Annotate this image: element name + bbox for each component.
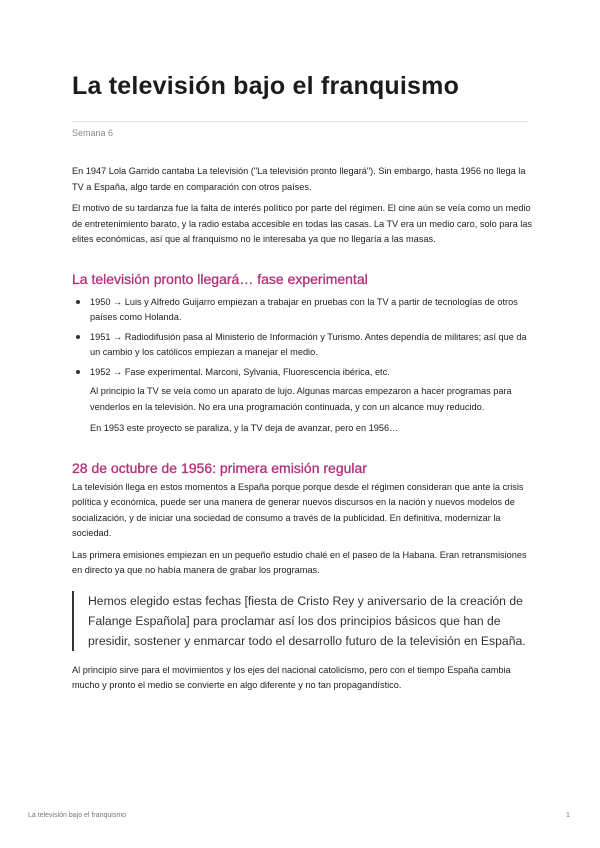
list-item-text: 1952 → Fase experimental. Marconi, Sylvania, Fluorescencia ibérica, etc. — [90, 366, 390, 377]
sub-paragraph: Al principio la TV se veía como un aparato de lujo. Algunas marcas empezaron a hacer programas para venderlos en la televisión. No era una programación continuada, y con un alcance muy reducido. — [90, 386, 512, 412]
list-item-text: 1950 → Luis y Alfredo Guijarro empiezan a trabajar en pruebas con la TV a partir de tecnologías de otros países como Holanda. — [90, 296, 518, 322]
list-sub-content — [72, 384, 534, 437]
bullet-icon — [76, 335, 80, 339]
list-item — [72, 295, 534, 326]
timeline-list — [72, 295, 534, 381]
list-item — [72, 365, 534, 381]
section-heading-first-broadcast: 28 de octubre de 1956: primera emisión regular — [72, 459, 367, 476]
document-body — [72, 164, 534, 700]
page-title: La televisión bajo el franquismo — [72, 72, 460, 100]
body-paragraph: Las primera emisiones empiezan en un pequeño estudio chalé en el paseo de la Habana. Eran retransmisiones en directo ya que no había manera de grabar los programas. — [72, 549, 527, 575]
quote-text: Hemos elegido estas fechas [fiesta de Cristo Rey y aniversario de la creación de Falange Española] para proclamar así los dos principios básicos que han de presidir, sostener y enmarcar todo el desarrollo futuro de la televisión en España. — [88, 593, 526, 648]
page-meta: Semana 6 — [72, 128, 114, 138]
intro-paragraph: En 1947 Lola Garrido cantaba La televisión ("La televisión pronto llegará"). Sin embargo, hasta 1956 no llega la TV a España, algo tarde en comparación con otros países. — [72, 166, 526, 192]
page-number: 1 — [566, 812, 570, 819]
footer-title: La televisión bajo el franquismo — [28, 812, 127, 819]
intro-paragraph: El motivo de su tardanza fue la falta de interés político por parte del régimen. El cine aún se veía como un medio de entretenimiento barato, y la radio estaba accesible en todas las casas. La TV era un medio caro, solo para las elites económicas, así que al franquismo no le interesaba ya que no llegaría a las masas. — [72, 203, 532, 244]
closing-paragraph: Al principio sirve para el movimientos y los ejes del nacional catolicismo, pero con el tiempo España cambia mucho y pronto el medio se convierte en algo diferente y no tan propagandístico. — [72, 664, 511, 690]
list-item-text: 1951 → Radiodifusión pasa al Ministerio de Información y Turismo. Antes dependía de militares; así que da un cambio y los católicos empiezan a manejar el medio. — [90, 331, 527, 357]
title-divider — [72, 121, 528, 122]
section-heading-experimental: La televisión pronto llegará… fase experimental — [72, 270, 368, 287]
bullet-icon — [76, 300, 80, 304]
list-item — [72, 330, 534, 361]
body-paragraph: La televisión llega en estos momentos a España porque porque desde el régimen consideran que ante la crisis política y económica, puede ser una manera de generar nuevos discursos en la nación y nuevos modelos de socialización, y de iniciar una sociedad de consumo a través de la publicidad. En definitiva, modernizar la sociedad. — [72, 481, 524, 538]
sub-paragraph: En 1953 este proyecto se paraliza, y la TV deja de avanzar, pero en 1956… — [90, 423, 399, 433]
bullet-icon — [76, 370, 80, 374]
block-quote — [72, 591, 534, 651]
